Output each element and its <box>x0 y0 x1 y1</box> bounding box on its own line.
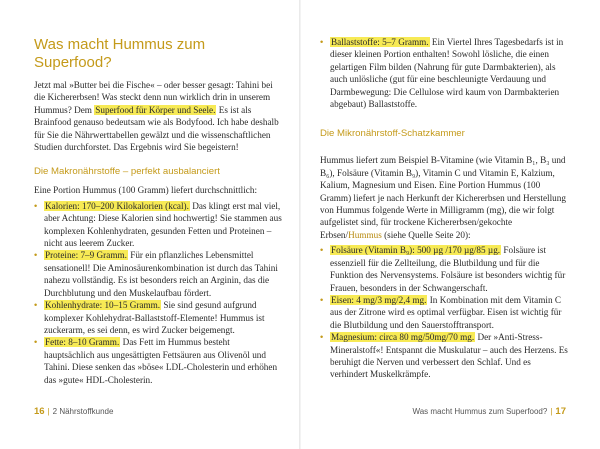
item-text: In Kombination mit dem Vitamin C aus der Zitrone wird es optimal verfügbar. Eisen ist wichtig für die Blutbildung und den Sauerstofftransport. <box>330 294 562 330</box>
micro-intro-text: Hummus liefert zum Beispiel B-Vitamine (wie Vitamin B₁, B₃ und B₆), Folsäure (Vitamin B₉), Vitamin C und Vitamin E, Kalzium, Kalium, Magnesium und Eisen. Eine Portion Hummus (100 Gramm) liefert je nach Herkunft der Kichererbsen und Herstellung von Hummus folgende Werte in Milligramm (mg), die wir folgt aufgelistet sind, für trockene Kichererbsen/gekochte Erbsen/ <box>320 155 566 240</box>
section-heading-micro: Die Mikronährstoff-Schatzkammer <box>320 128 465 140</box>
bullet-icon: • <box>320 245 324 256</box>
bullet-icon: • <box>34 200 38 211</box>
micro-intro-end: (siehe Quelle Seite 20): <box>381 229 471 240</box>
list-item <box>320 331 570 381</box>
right-column <box>320 36 570 381</box>
item-highlight: Kalorien: 170–200 Kilokalorien (kcal). <box>45 200 189 211</box>
item-highlight: Folsäure (Vitamin B₉): 500 µg /170 µg/85 µg. <box>331 245 501 256</box>
item-highlight: Magnesium: circa 80 mg/50mg/70 mg. <box>331 332 475 343</box>
chapter-label: 2 Nährstoffkunde <box>52 407 114 416</box>
intro-text-after: Es ist als Brainfood genauso bedeutsam wie als Bodyfood. Ich habe deshalb für Sie die Nährwerttabellen gewälzt und die wissenschaftlichen Studien durchforstet. Das Ergebnis wird Sie begeistern! <box>34 104 279 153</box>
intro-paragraph <box>34 79 282 153</box>
item-text: Das klingt erst mal viel, aber Achtung: Diese Kalorien sind hochwertig! Sie stammen aus komplexen Kohlenhydraten, gesunden Fetten und Proteinen – nicht aus leerem Zucker. <box>44 200 282 249</box>
footer-separator: | <box>47 407 50 416</box>
item-text: Sie sind gesund aufgrund komplexer Kohlehydrat-Ballaststoff-Elemente! Hummus ist zuckerarm, es sei denn, es wird Zucker beigemengt. <box>44 300 265 335</box>
item-text: Ein Viertel Ihres Tagesbedarfs ist in dieser kleinen Portion enthalten! Sowohl lösliche, die einen gelartigen Film bilden (Nahrung für gute Darmbakterien), als auch unlösliche (gut für eine beschleunigte Verdauung und Darmbewegung: Die Cellulose wird kaum von Darmbakterien abgebaut) Ballaststoffe. <box>330 37 564 110</box>
fiber-list <box>320 36 570 110</box>
micro-list <box>320 244 570 380</box>
left-footer <box>34 407 113 417</box>
list-item <box>34 299 282 336</box>
item-highlight: Ballaststoffe: 5–7 Gramm. <box>331 37 429 47</box>
item-highlight: Kohlenhydrate: 10–15 Gramm. <box>45 300 161 311</box>
item-text: Der »Anti-Stress-Mineralstoff«! Entspannt die Muskulatur – auch des Herzens. Es beruhigt die Nerven und verbessert den Schlaf. Und es verhindert Muskelkrämpfe. <box>330 332 568 380</box>
section-heading-macro: Die Makronährstoffe – perfekt ausbalanciert <box>34 166 220 178</box>
bullet-icon: • <box>34 337 38 348</box>
list-item <box>320 294 570 331</box>
page-number: 17 <box>555 406 566 417</box>
bullet-icon: • <box>34 300 38 311</box>
section-intro-micro <box>320 154 570 241</box>
item-text: Das Fett im Hummus besteht hauptsächlich aus ungesättigten Fettsäuren aus Olivenöl und Tahini. Diese senken das »böse« LDL-Cholesterin und erhöhen das »gute« HDL-Cholesterin. <box>44 337 278 385</box>
chapter-label: Was macht Hummus zum Superfood? <box>412 407 548 416</box>
intro-highlight: Superfood für Körper und Seele. <box>95 104 216 115</box>
section-intro-macro: Eine Portion Hummus (100 Gramm) liefert durchschnittlich: <box>34 185 258 196</box>
bullet-icon: • <box>320 332 324 343</box>
item-text: Folsäure ist essenziell für die Zellteilung, die Blutbildung und für die Funktion des Nervensystems. Folsäure ist besonders wichtig für Frauen, besonders in der Schwangerschaft. <box>330 245 566 293</box>
bullet-icon: • <box>320 294 324 305</box>
macro-list <box>34 200 282 386</box>
list-item <box>320 244 570 294</box>
bullet-icon: • <box>34 250 38 261</box>
list-item <box>320 36 570 110</box>
right-footer <box>412 407 566 417</box>
item-highlight: Fette: 8–10 Gramm. <box>45 337 120 348</box>
micro-intro-highlight: Hummus <box>348 229 382 240</box>
page-number: 16 <box>34 406 45 417</box>
item-highlight: Proteine: 7–9 Gramm. <box>45 250 127 261</box>
bullet-icon: • <box>320 37 324 47</box>
item-highlight: Eisen: 4 mg/3 mg/2,4 mg. <box>331 294 427 305</box>
list-item <box>34 200 282 250</box>
item-text: Für ein pflanzliches Lebensmittel sensationell! Die Aminosäurenkombination ist durch das Tahini nahezu vollständig. Es ist besonders reich an Arginin, das die Durchblutung und den Muskelaufbau fördert. <box>44 250 278 298</box>
left-column <box>34 36 282 386</box>
footer-separator: | <box>550 407 553 416</box>
list-item <box>34 336 282 386</box>
list-item <box>34 249 282 299</box>
page-title: Was macht Hummus zum Superfood? <box>34 36 206 71</box>
intro-text-before: Jetzt mal »Butter bei die Fische« – oder besser gesagt: Tahini bei die Kichererbsen! Was steckt denn nun wirklich drin in unserem Hummus? Dem <box>34 80 273 115</box>
